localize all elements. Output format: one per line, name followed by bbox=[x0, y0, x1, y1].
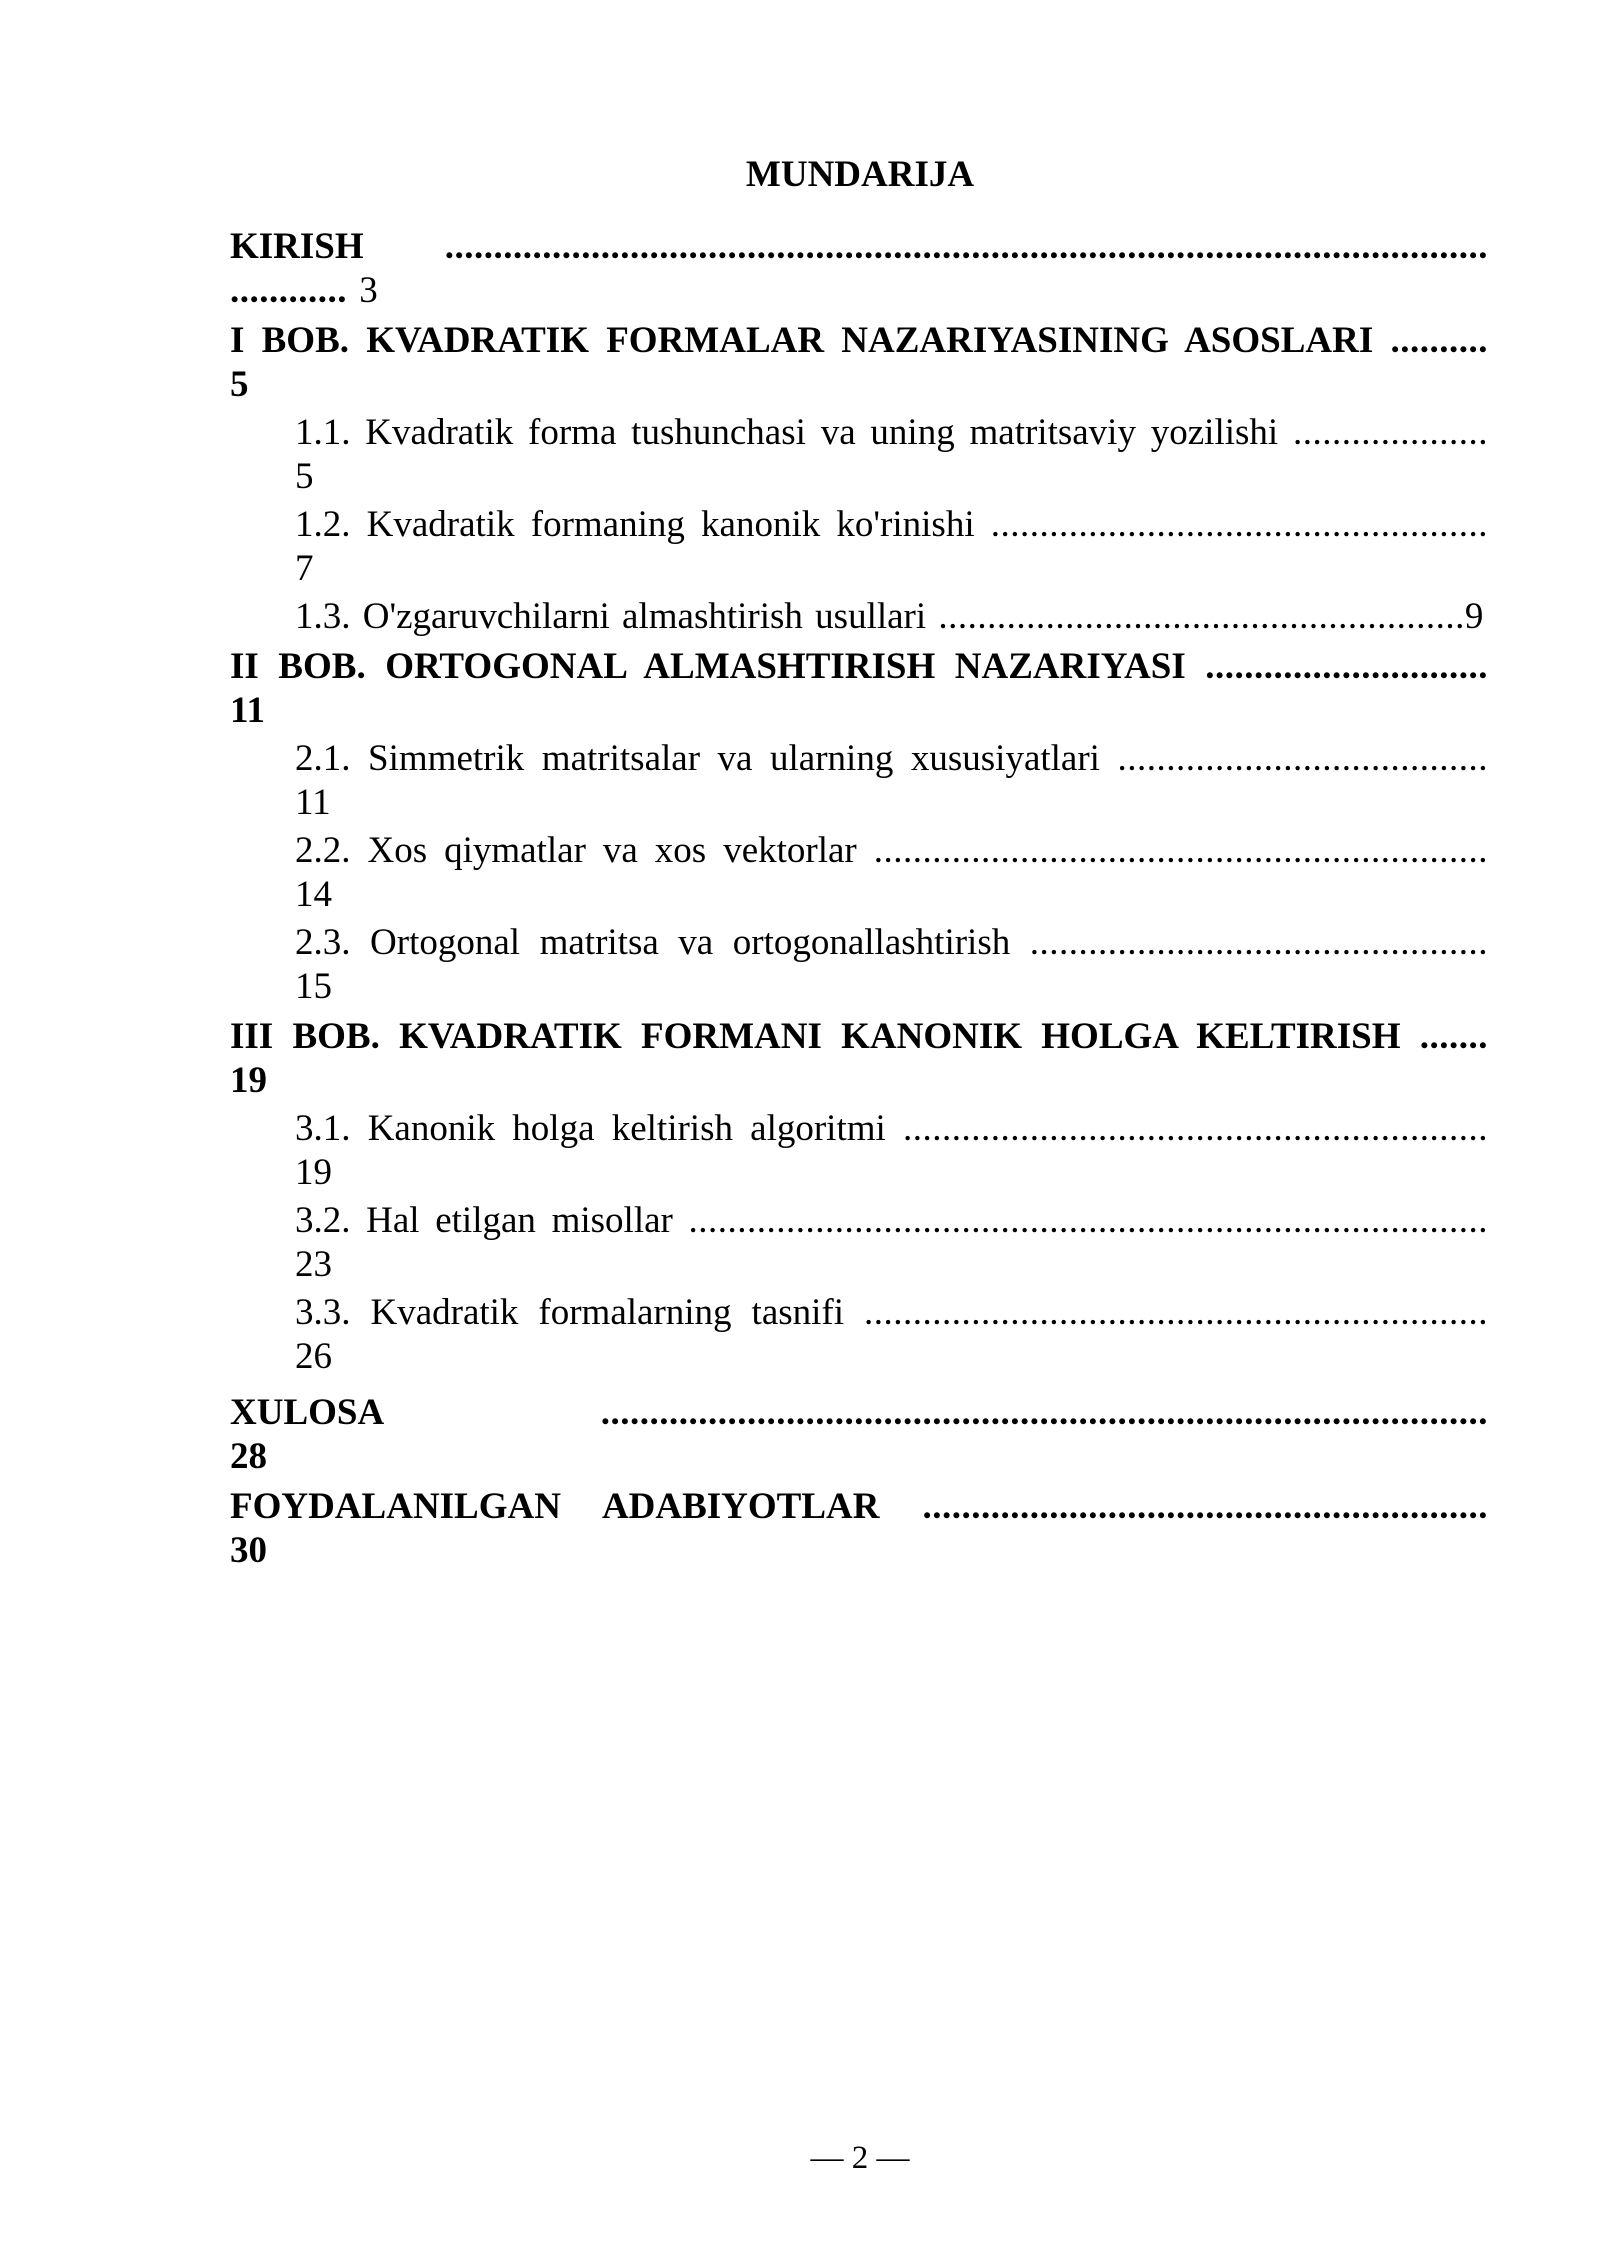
toc-entry-page: 28 bbox=[230, 1436, 267, 1477]
toc-entry-label: 3.3. Kvadratik formalarning tasnifi bbox=[295, 1292, 845, 1333]
toc-entry-page: 19 bbox=[295, 1152, 332, 1193]
toc-leader-dots: ...................................... bbox=[1117, 738, 1488, 779]
toc-entry-section-3-2[interactable] bbox=[230, 1199, 1488, 1287]
toc-leader-dots: ................................................................ bbox=[864, 1292, 1489, 1333]
toc-entry-label: 2.2. Xos qiymatlar va xos vektorlar bbox=[295, 830, 857, 871]
toc-leader-dots: ............................................................... bbox=[873, 830, 1488, 871]
toc-entry-label: 2.1. Simmetrik matritsalar va ularning xususiyatlari bbox=[295, 738, 1100, 779]
toc-entry-page: 26 bbox=[295, 1336, 332, 1377]
toc-entry-label: 3.1. Kanonik holga keltirish algoritmi bbox=[295, 1108, 886, 1149]
toc-entry-label: II BOB. ORTOGONAL ALMASHTIRISH NAZARIYASI bbox=[230, 646, 1186, 687]
toc-entry-page: 15 bbox=[295, 966, 332, 1007]
toc-leader-dots: ............................. bbox=[1205, 646, 1489, 687]
toc-leader-dots: ....... bbox=[1419, 1016, 1489, 1057]
toc-entry-xulosa[interactable] bbox=[230, 1391, 1488, 1479]
toc-entry-page: 3 bbox=[359, 270, 378, 311]
toc-entry-page: 23 bbox=[295, 1244, 332, 1285]
toc-leader-dots: ............................................................ bbox=[903, 1108, 1489, 1149]
toc-entry-section-2-1[interactable] bbox=[230, 737, 1488, 825]
toc-entry-label: 1.3. O'zgaruvchilarni almashtirish usullari bbox=[295, 596, 927, 637]
toc-leader-dots: .................... bbox=[1293, 412, 1489, 453]
toc-leader-dots: ...................................................... bbox=[938, 596, 1465, 637]
toc-entry-section-1-3[interactable] bbox=[230, 595, 1488, 639]
toc-entry-label: KIRISH bbox=[230, 226, 364, 267]
toc-entry-page: 14 bbox=[295, 874, 332, 915]
toc-leader-dots: .......... bbox=[1390, 320, 1488, 361]
toc-entry-kirish[interactable] bbox=[230, 225, 1488, 313]
toc-leader-dots: ............ bbox=[230, 270, 347, 311]
toc-entry-chapter-1[interactable] bbox=[230, 319, 1488, 407]
toc-entry-label: 1.2. Kvadratik formaning kanonik ko'rinishi bbox=[295, 504, 975, 545]
toc-entry-label: 1.1. Kvadratik forma tushunchasi va uning matritsaviy yozilishi bbox=[295, 412, 1279, 453]
toc-entry-section-1-1[interactable] bbox=[230, 411, 1488, 499]
toc-leader-dots: ........................................................................................................... bbox=[444, 226, 1488, 267]
toc-entry-label: XULOSA bbox=[230, 1392, 383, 1433]
toc-leader-dots: .................................................................................. bbox=[688, 1200, 1488, 1241]
toc-entry-page: 11 bbox=[230, 690, 265, 731]
toc-entry-page: 11 bbox=[295, 782, 331, 823]
toc-entry-page: 19 bbox=[230, 1060, 267, 1101]
toc-entry-label: FOYDALANILGAN ADABIYOTLAR bbox=[230, 1486, 880, 1527]
page-number: — 2 — bbox=[810, 2140, 910, 2176]
page-title: MUNDARIJA bbox=[745, 154, 975, 195]
toc-entry-page: 5 bbox=[230, 364, 249, 405]
toc-entry-section-2-2[interactable] bbox=[230, 829, 1488, 917]
toc-leader-dots: ................................................... bbox=[990, 504, 1489, 545]
toc-entry-page: 7 bbox=[295, 548, 314, 589]
toc-entry-page-line bbox=[230, 269, 1488, 313]
toc-entry-section-1-2[interactable] bbox=[230, 503, 1488, 591]
toc-entry-section-3-3[interactable] bbox=[230, 1291, 1488, 1379]
toc-entry-label: I BOB. KVADRATIK FORMALAR NAZARIYASINING ASOSLARI bbox=[230, 320, 1374, 361]
toc-entry-page: 30 bbox=[230, 1530, 267, 1571]
toc-entry-label: III BOB. KVADRATIK FORMANI KANONIK HOLGA KELTIRISH bbox=[230, 1016, 1401, 1057]
toc-leader-dots: .......................................................... bbox=[922, 1486, 1489, 1527]
toc-entry-references[interactable] bbox=[230, 1485, 1488, 1573]
table-of-contents bbox=[230, 225, 1488, 1573]
toc-entry-section-3-1[interactable] bbox=[230, 1107, 1488, 1195]
toc-entry-label: 2.3. Ortogonal matritsa va ortogonallashtirish bbox=[295, 922, 1011, 963]
toc-entry-chapter-2[interactable] bbox=[230, 645, 1488, 733]
toc-leader-dots: ........................................................................................... bbox=[600, 1392, 1488, 1433]
toc-entry-section-2-3[interactable] bbox=[230, 921, 1488, 1009]
toc-entry-chapter-3[interactable] bbox=[230, 1015, 1488, 1103]
toc-entry-label: 3.2. Hal etilgan misollar bbox=[295, 1200, 673, 1241]
toc-entry-page: 5 bbox=[295, 456, 314, 497]
toc-leader-dots: ............................................... bbox=[1029, 922, 1488, 963]
toc-entry-page: 9 bbox=[1464, 596, 1484, 637]
